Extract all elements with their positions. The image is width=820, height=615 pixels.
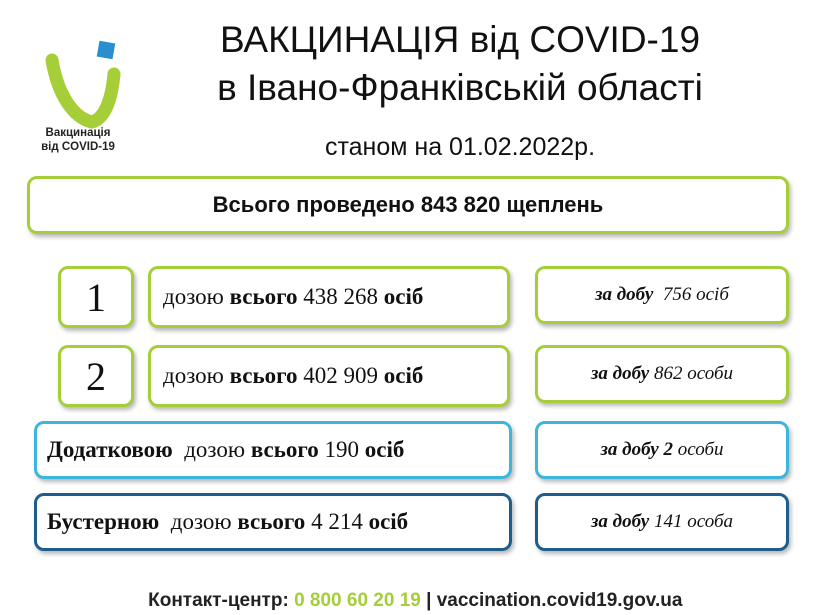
daily-count: 141 особа	[649, 511, 734, 532]
daily-count: 862 особи	[649, 363, 734, 384]
dose-word: дозою	[172, 437, 251, 462]
contact-label: Контакт-центр:	[148, 590, 295, 611]
additional-dose-box	[34, 421, 512, 479]
dose-word: дозою	[159, 509, 238, 534]
footer-separator: |	[420, 590, 437, 611]
dose-unit: осіб	[383, 363, 424, 388]
daily-box-2	[535, 345, 789, 403]
daily-label: за добу	[590, 363, 650, 384]
dose-word: дозою	[163, 284, 230, 309]
page-subtitle-date: станом на 01.02.2022р.	[324, 133, 596, 161]
contact-phone-link[interactable]: 0 800 60 20 19	[294, 590, 421, 611]
dose-unit: осіб	[383, 284, 424, 309]
daily-label: за добу 2	[600, 439, 673, 460]
logo-caption-line2: від COVID-19	[41, 141, 115, 153]
total-word: всього	[237, 509, 306, 534]
dose-count: 402 909	[297, 363, 384, 388]
page-title-line1: ВАКЦИНАЦІЯ від COVID-19	[219, 19, 701, 60]
dose-number-box-2	[58, 345, 134, 407]
logo-caption	[18, 126, 138, 154]
total-word: всього	[229, 284, 298, 309]
daily-label: за добу	[590, 511, 650, 532]
daily-label: за добу	[595, 284, 654, 305]
total-vaccinations-text: Всього проведено 843 820 щеплень	[212, 192, 604, 217]
daily-count: особи	[673, 439, 724, 460]
booster-dose-box	[34, 493, 512, 551]
dose-number-box-1	[58, 266, 134, 328]
page-title-line2: в Івано-Франківській області	[217, 67, 703, 108]
dose-number: 2	[86, 353, 106, 399]
total-word: всього	[250, 437, 319, 462]
daily-box-1	[535, 266, 789, 324]
dose-kind: Додатковою	[47, 437, 173, 462]
dose-count: 438 268	[297, 284, 384, 309]
dose-unit: осіб	[368, 509, 409, 534]
dose-count: 190	[318, 437, 365, 462]
dose-unit: осіб	[364, 437, 405, 462]
dose-kind: Бустерною	[47, 509, 160, 534]
total-word: всього	[229, 363, 298, 388]
daily-box-3	[535, 421, 789, 479]
total-vaccinations-box	[27, 176, 789, 234]
dose-number: 1	[86, 274, 106, 320]
daily-box-4	[535, 493, 789, 551]
dose-total-box-2	[148, 345, 510, 407]
daily-count: 756 осіб	[653, 284, 729, 305]
dose-total-box-1	[148, 266, 510, 328]
website-link[interactable]: vaccination.covid19.gov.ua	[436, 590, 683, 611]
dose-count: 4 214	[305, 509, 369, 534]
contact-footer	[0, 568, 820, 612]
dose-word: дозою	[163, 363, 230, 388]
logo-caption-line1: Вакцинація	[45, 127, 111, 139]
